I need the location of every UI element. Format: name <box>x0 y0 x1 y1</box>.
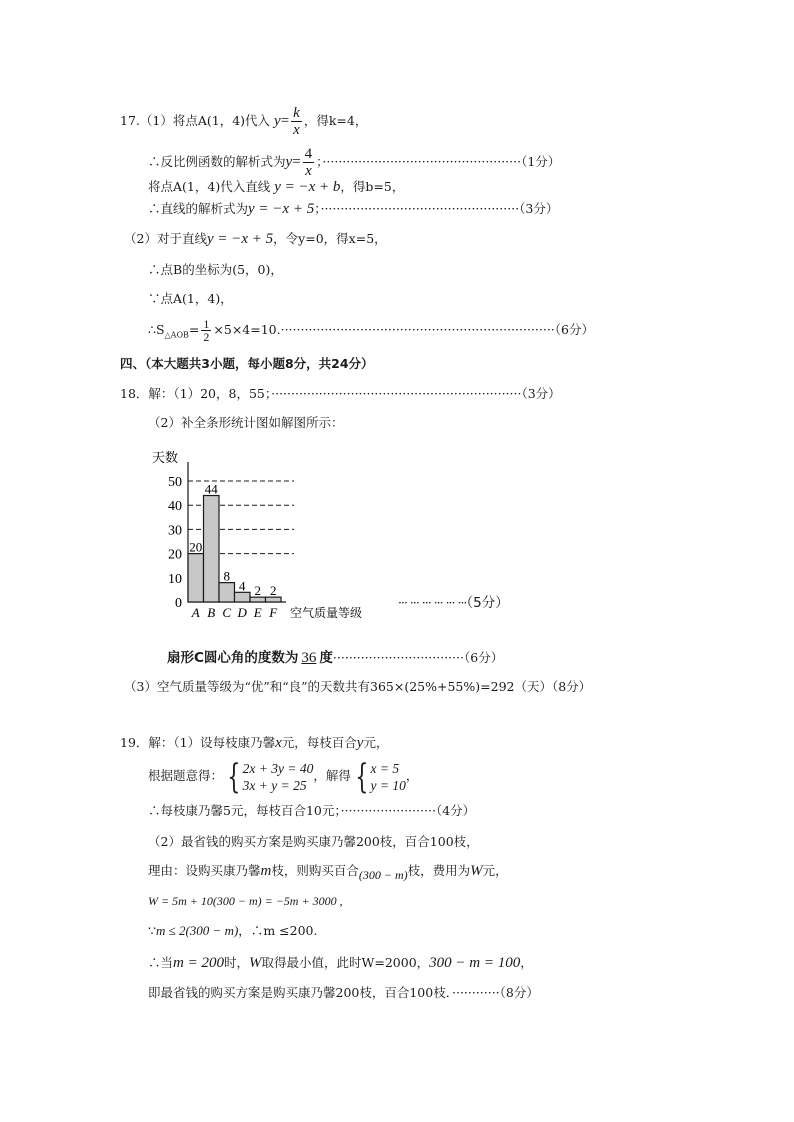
text: ∴反比例函数的解析式为 <box>148 154 286 169</box>
text: W=2000， <box>361 955 430 970</box>
equation-row: 3x + y = 25 <box>242 777 307 793</box>
dot-leader: ··· ··· ··· ··· ··· ··· <box>398 595 467 610</box>
fraction-numerator: 1 <box>203 317 210 331</box>
math-var: m <box>260 863 272 879</box>
score: （6分） <box>554 322 594 337</box>
text: ， <box>520 955 533 970</box>
q17-line2 <box>148 146 560 179</box>
fraction-half <box>201 318 211 343</box>
x-axis-label: 空气质量等级 <box>290 606 363 620</box>
fraction-numerator: k <box>293 105 300 121</box>
text: 元， <box>363 735 389 750</box>
q18-line2: （2）补全条形统计图如解图所示： <box>148 415 344 430</box>
dot-leader: ························ <box>340 803 436 818</box>
data-label: 4 <box>239 578 246 594</box>
text: 理由：设购买康乃馨 <box>148 863 261 878</box>
text: 时， <box>223 955 249 970</box>
text: 元， <box>482 863 508 878</box>
score: （3分） <box>521 386 561 401</box>
q18-chart-score <box>398 594 509 612</box>
q19-line7 <box>148 922 317 940</box>
text: ，得 <box>340 179 366 194</box>
score: （4分） <box>435 803 476 818</box>
math-expr: y = −x + b <box>274 179 341 195</box>
text: 枝，费用为 <box>407 863 471 878</box>
math-var: y <box>356 735 364 751</box>
bar <box>235 592 251 602</box>
fraction-denominator: x <box>305 163 312 179</box>
data-label: 2 <box>270 583 277 599</box>
score: （5分） <box>466 595 509 611</box>
q18-line3 <box>167 649 503 667</box>
text: ×5×4=10. <box>213 322 281 337</box>
math-var: y <box>274 113 281 129</box>
y-tick-label: 50 <box>168 475 182 490</box>
q19-line5 <box>148 862 508 880</box>
text: m ≤200. <box>263 923 318 938</box>
y-tick-label: 10 <box>168 571 182 587</box>
text: ； <box>314 201 321 216</box>
dot-leader: ············ <box>451 985 500 1000</box>
text: 17.（1）将点 <box>120 113 198 128</box>
math-var: x <box>275 735 282 751</box>
math-expr: y = −x + 5 <box>206 231 274 247</box>
subscript: △AOB <box>164 330 189 340</box>
text: 扇形C圆心角的度数为 <box>167 650 299 666</box>
q18-line4: （3）空气质量等级为“优”和“良”的天数共有365×(25%+55%)=292（天）（8分） <box>124 679 592 694</box>
text: （2）对于直线 <box>124 231 207 246</box>
math-op: = <box>280 113 290 129</box>
text: b=5， <box>365 179 405 194</box>
fraction-4-over-x <box>303 146 315 179</box>
q18-line1 <box>120 385 561 403</box>
q19-line8 <box>148 954 533 972</box>
y-tick-label: 0 <box>175 596 182 611</box>
text: A(1，4)代入直线 <box>173 179 271 194</box>
q19-line1 <box>120 734 388 752</box>
text: y=0，得 <box>298 231 349 246</box>
equation-row: x = 5 <box>370 760 400 776</box>
data-label: 8 <box>223 568 230 584</box>
equation-row: y = 10 <box>370 777 406 793</box>
q17-line8 <box>148 318 594 345</box>
y-tick-label: 30 <box>168 523 182 539</box>
fraction-numerator: 4 <box>304 146 313 162</box>
text: ∴直线的解析式为 <box>148 201 249 216</box>
dot-leader: ·················································· <box>320 201 520 216</box>
dot-leader: ································· <box>332 650 465 665</box>
text: ，∴ <box>238 923 264 938</box>
text: ； <box>316 154 323 169</box>
math-op: = <box>292 154 301 170</box>
text: ，令 <box>273 231 299 246</box>
y-tick-label: 40 <box>168 499 182 515</box>
score: （6分） <box>464 650 504 665</box>
text: ∵点 <box>148 291 174 306</box>
x-tick-label: C <box>222 605 232 620</box>
q17-line4 <box>148 200 558 218</box>
text: 枝，则购买百合 <box>271 863 359 878</box>
x-tick-label: B <box>207 605 216 620</box>
y-tick-label: 20 <box>168 547 182 563</box>
text: 19．解：（1）设每枝康乃馨 <box>120 735 276 750</box>
text: ， <box>405 768 419 783</box>
math-var: W <box>470 863 483 879</box>
text: 元，每枝百合 <box>281 735 357 750</box>
text: 度 <box>319 650 333 666</box>
q17-line7 <box>148 290 233 308</box>
bar-chart <box>146 448 406 628</box>
bar <box>204 496 220 602</box>
x-tick-label: F <box>269 605 278 620</box>
q19-line9 <box>148 984 539 1002</box>
equation-system <box>223 756 314 797</box>
text: A(1，4)代入 <box>197 113 271 128</box>
math-expr: m = 200 <box>173 955 224 971</box>
math-var: y <box>285 154 293 170</box>
score: （8分） <box>499 985 539 1000</box>
score: （3分） <box>519 201 559 216</box>
section-title: 四、（本大题共3小题，每小题8分，共24分） <box>120 356 374 371</box>
score: （1分） <box>521 154 561 169</box>
q19-line6: W = 5m + 10(300 − m) = −5m + 3000 , <box>148 894 343 908</box>
data-label: 2 <box>254 583 261 599</box>
fraction-denominator: x <box>293 122 300 138</box>
text: ∴S <box>148 322 165 337</box>
text: ，得 <box>303 113 329 128</box>
x-tick-label: E <box>253 605 262 620</box>
text: ∵ <box>148 923 156 938</box>
text: 取得最小值，此时 <box>261 955 362 970</box>
x-tick-label: D <box>237 605 247 620</box>
text: B的坐标为(5，0)， <box>173 262 283 277</box>
text: = <box>188 322 200 337</box>
math-expr: m ≤ 2(300 − m) <box>155 923 239 938</box>
text: ∴点 <box>148 262 174 277</box>
brace-icon: { <box>355 756 369 797</box>
fraction-denominator: 2 <box>203 330 210 344</box>
text: 18．解：（1）20，8，55； <box>120 386 272 401</box>
fraction-k-over-x <box>291 105 302 138</box>
y-axis-label: 天数 <box>152 450 179 465</box>
text: A(1，4)， <box>173 291 233 306</box>
q19-line3 <box>148 802 475 820</box>
text: 根据题意得： <box>148 768 224 783</box>
data-label: 44 <box>204 481 218 497</box>
q17-line3 <box>148 178 404 196</box>
solution-system <box>351 756 406 797</box>
q19-line4: （2）最省钱的购买方案是购买康乃馨200枝，百合100枝， <box>148 834 479 849</box>
brace-icon: { <box>227 756 241 797</box>
text: 将点 <box>148 179 174 194</box>
x-tick-label: A <box>191 605 200 620</box>
q19-line2 <box>148 756 419 797</box>
math-expr: y = −x + 5 <box>248 201 315 217</box>
text: ∴当 <box>148 955 174 970</box>
text: 即最省钱的购买方案是购买康乃馨200枝，百合100枝． <box>148 985 452 1000</box>
answer-value: 36 <box>301 650 317 666</box>
dot-leader: ····································································· <box>280 322 555 337</box>
text: k=4， <box>328 113 368 128</box>
data-label: 20 <box>189 539 203 555</box>
text: ，解得 <box>313 768 351 783</box>
text: x=5， <box>348 231 387 246</box>
math-var: W <box>249 955 262 971</box>
bar <box>219 583 235 602</box>
math-expr: (300 − m) <box>358 868 408 882</box>
q17-line6 <box>148 261 283 279</box>
math-expr: 300 − m = 100 <box>429 955 521 971</box>
dot-leader: ·················································· <box>322 154 522 169</box>
q17-line1 <box>120 105 367 138</box>
q17-line5 <box>124 230 387 248</box>
bar <box>188 554 204 602</box>
text: ∴每枝康乃馨5元，每枝百合10元； <box>148 803 341 818</box>
equation-row: 2x + 3y = 40 <box>242 760 314 776</box>
dot-leader: ······························································· <box>271 386 522 401</box>
